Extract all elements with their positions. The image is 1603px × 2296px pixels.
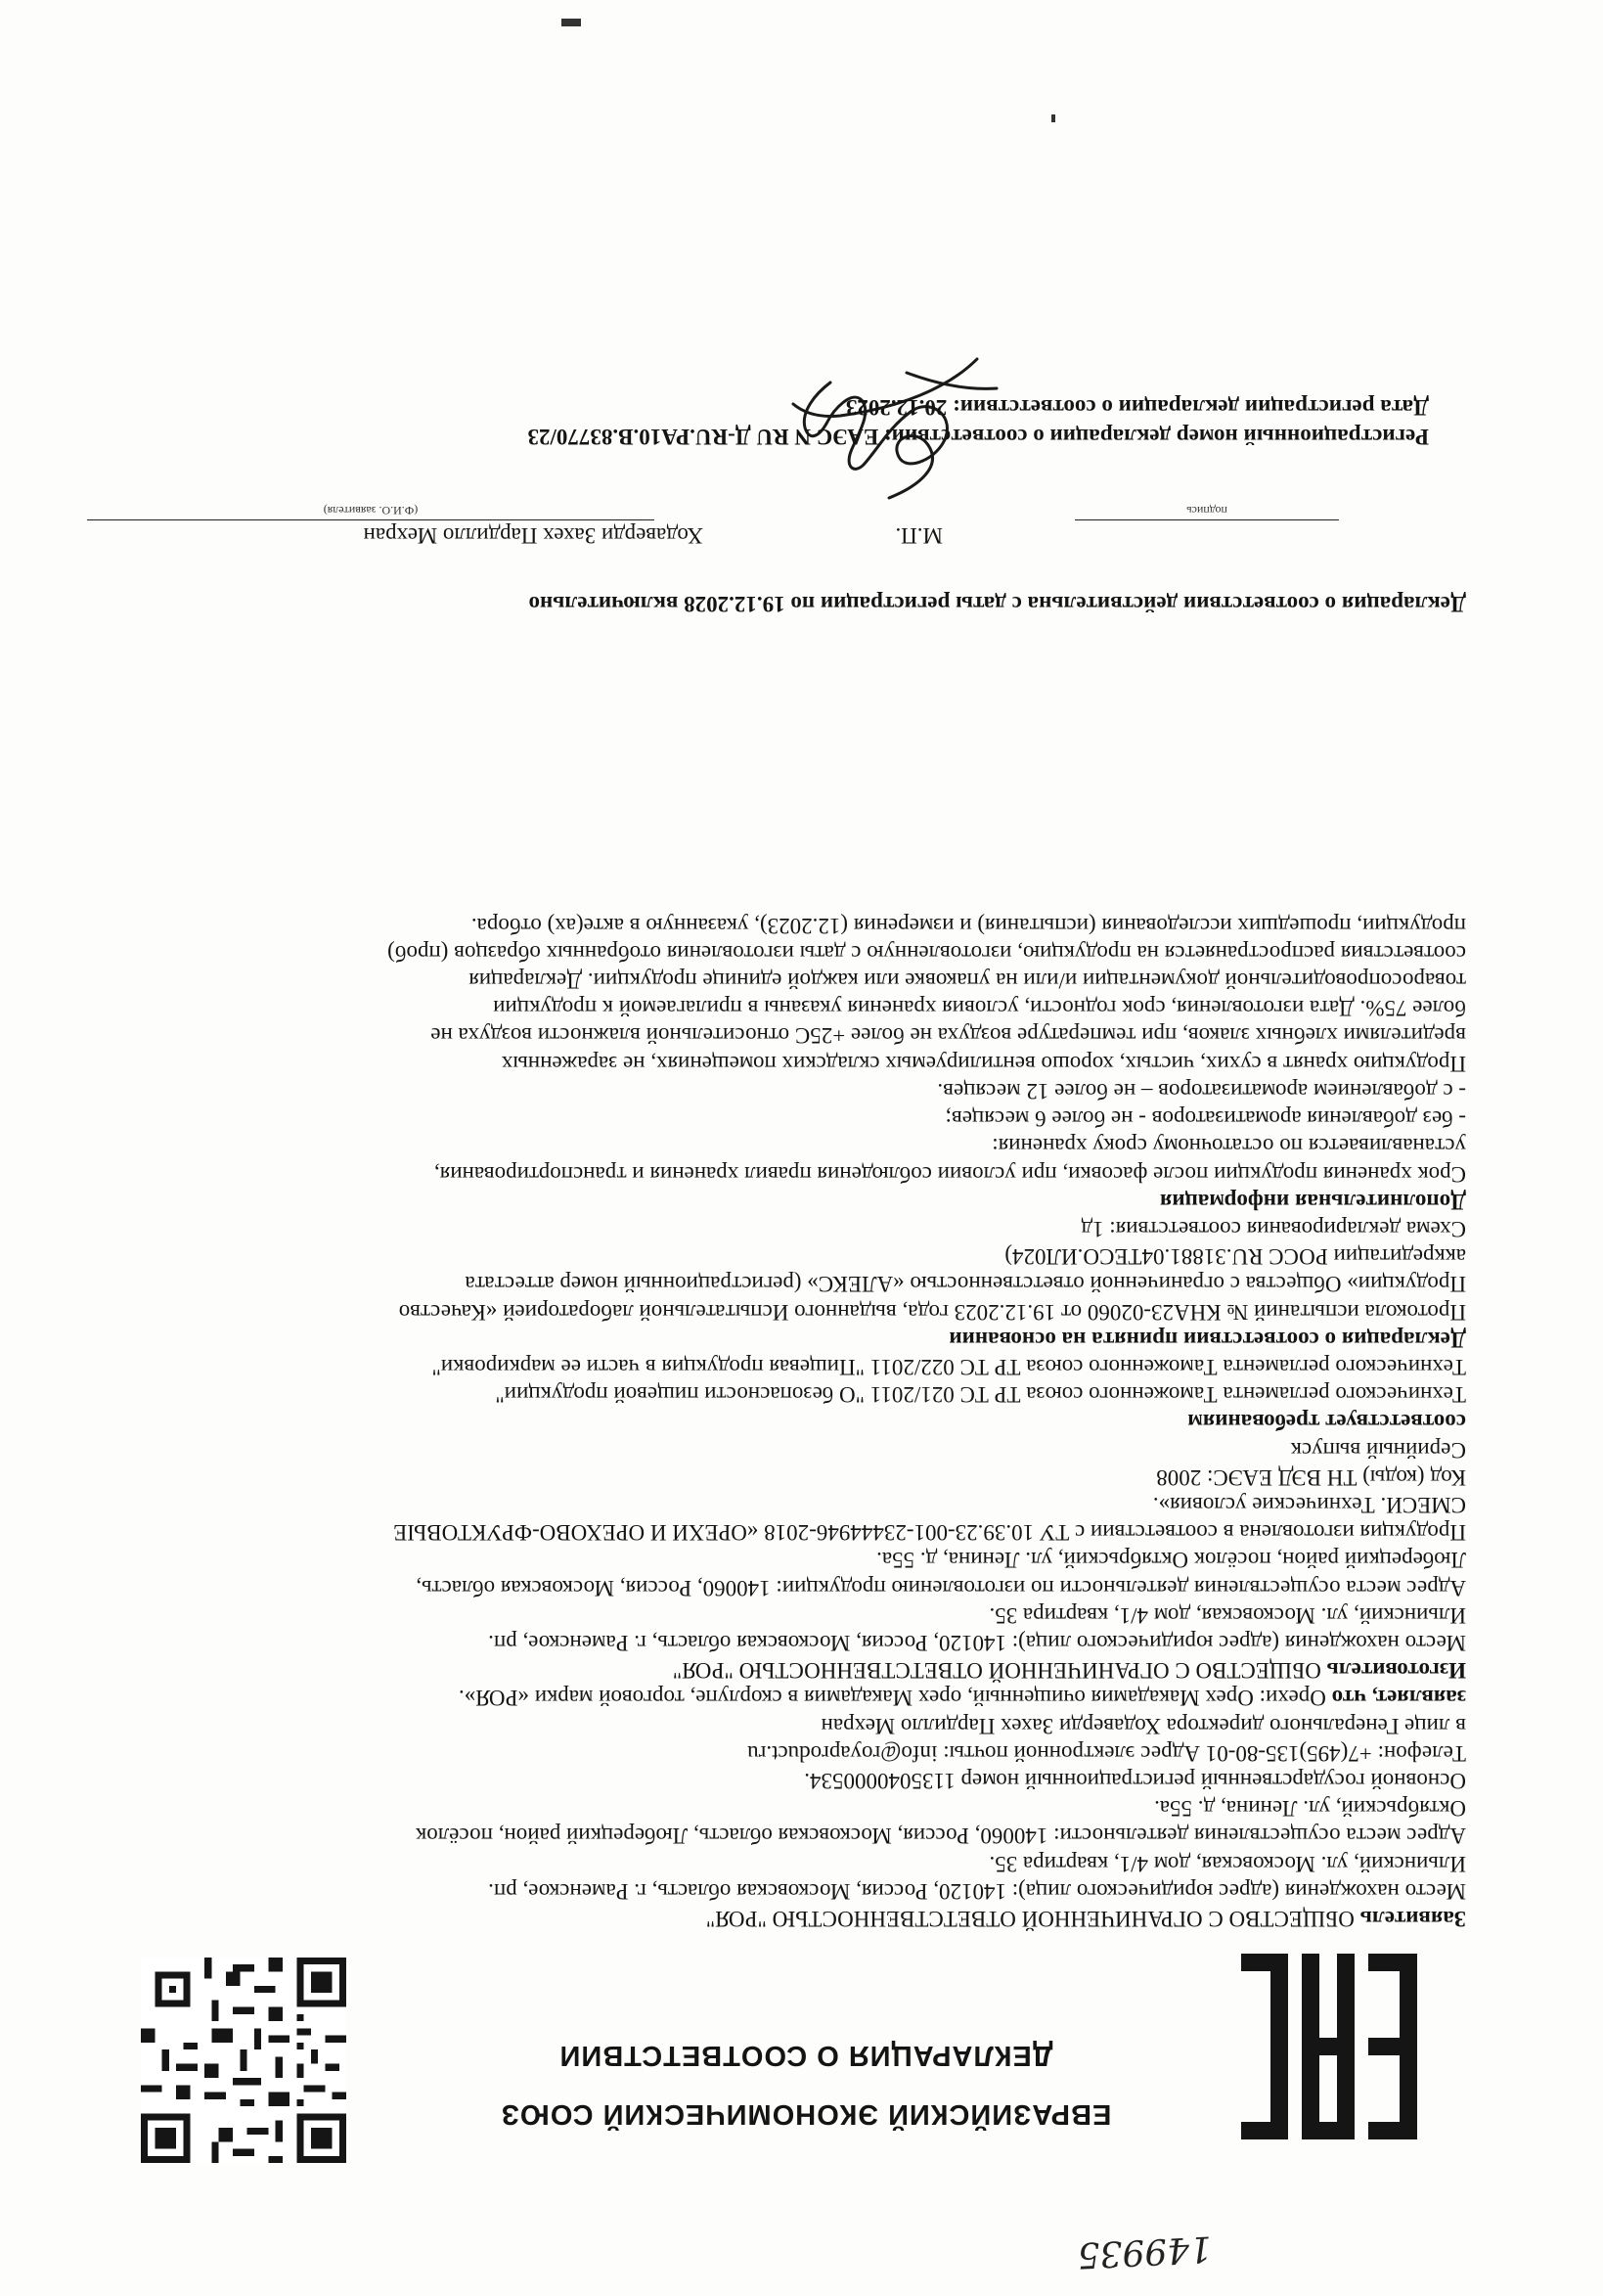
basis-label: Декларация о соответствии принята на основании <box>949 1327 1466 1352</box>
manufacturer-line <box>116 1656 1466 1684</box>
applicant-activity-line-1: Адрес места осуществления деятельности: 140060, Россия, Московская область, Люберецкий район, посёлок <box>416 1823 1466 1849</box>
handwritten-number: 149935 <box>1076 2228 1213 2275</box>
stamp-label: М.П. <box>895 523 943 548</box>
applicant-activity-line-2: Октябрьский, ул. Ленина, д. 55а. <box>1154 1796 1466 1822</box>
extra-info-heading <box>116 1188 1466 1215</box>
hs-code-line: Код (коды) ТН ВЭД ЕАЭС: 2008 <box>1156 1464 1466 1490</box>
keeping-line-1: Продукцию хранят в сухих, чистых, хорошо вентилируемых складских помещениях, не зараженных <box>501 1051 1466 1076</box>
storage-line-3: - без добавления ароматизаторов - не более 6 месяцев; <box>945 1106 1466 1132</box>
contacts-line: Телефон: +7(495)135-80-01 Адрес электронной почты: info@royaproduct.ru <box>747 1740 1466 1766</box>
handwritten-signature-icon <box>781 339 1036 506</box>
manufacturer-activity-line-2: Люберецкий район, посёлок Октябрьский, ул. Ленина, д. 55а. <box>876 1548 1466 1573</box>
signature-line <box>1075 519 1339 520</box>
validity-statement: Декларация о соответствии действительна с даты регистрации по 19.12.2028 включительно <box>528 592 1466 616</box>
technical-regulation-line-1: Технического регламента Таможенного союза ТР ТС 021/2011 "О безопасности пищевой продукции" <box>495 1382 1466 1408</box>
storage-line-4: - с добавлением ароматизаторов – не более 12 месяцев. <box>937 1078 1466 1103</box>
manufacturer-address-line-2: Ильинский, ул. Московская, дом 4/1, квартира 35. <box>989 1602 1466 1628</box>
keeping-line-5: соответствия распространяется на продукцию, изготовленную с даты изготовления отобранных образцов (проб) <box>387 940 1466 966</box>
basis-line-1: Протокола испытаний № КНА23-02060 от 19.12.2023 года, выданного Испытательной лабораторией «Качество <box>398 1299 1466 1325</box>
complies-label: соответствует требованиям <box>1187 1410 1466 1435</box>
manufacturer-address-line-1: Место нахождения (адрес юридического лица): 140120, Россия, Московская область, г. Раменское, рп. <box>488 1630 1466 1655</box>
standard-line-1: Продукция изготовлена в соответствии с ТУ 10.39.23-001-23444946-2018 «ОРЕХИ И ОРЕХОВО-ФРУКТОВЫЕ <box>393 1520 1466 1546</box>
declares-line <box>116 1684 1466 1711</box>
applicant-address-line-2: Ильинский, ул. Московская, дом 4/1, квартира 35. <box>989 1851 1466 1876</box>
basis-line-3: аккредитации РОСС RU.31881.04ТЕСО.ИЛ024) <box>1004 1244 1466 1270</box>
qr-code-icon <box>141 1958 346 2163</box>
declares-label: заявляет, что <box>1331 1686 1466 1711</box>
director-name: Ходаверди Захех Пардилло Мехран <box>363 523 703 548</box>
applicant-line <box>116 1905 1466 1932</box>
keeping-line-2: вредителями хлебных злаков, при температуре воздуха не более +25С относительной влажности воздуха не <box>430 1023 1466 1049</box>
name-caption: (Ф.И.О. заявителя) <box>323 504 419 518</box>
name-line <box>87 519 654 520</box>
complies-line <box>116 1408 1466 1435</box>
ogrn-line: Основной государственный регистрационный номер 1135040000534. <box>804 1768 1466 1793</box>
manufacturer-activity-line-1: Адрес места осуществления деятельности по изготовлению продукции: 140060, Россия, Московская область, <box>416 1575 1466 1600</box>
registration-number: Регистрационный номер декларации о соответствии: ЕАЭС N RU Д-RU.PA10.B.83770/23 <box>527 425 1429 449</box>
manufacturer-name: ОБЩЕСТВО С ОГРАНИЧЕННОЙ ОТВЕТСТВЕННОСТЬЮ "РОЯ" <box>672 1658 1327 1684</box>
signature-caption: подпись <box>1186 504 1227 518</box>
applicant-name: ОБЩЕСТВО С ОГРАНИЧЕННОЙ ОТВЕТСТВЕННОСТЬЮ "РОЯ" <box>705 1907 1360 1931</box>
keeping-line-6: продукции, прошедших исследования (испытания) и измерения (12.2023), указанную в акте(ах) отбора. <box>470 913 1466 938</box>
technical-regulation-line-2: Технического регламента Таможенного союза ТР ТС 022/2011 "Пищевая продукция в части ее маркировки" <box>431 1354 1466 1379</box>
serial-line: Серийный выпуск <box>1290 1437 1466 1463</box>
product-description: Орехи: Орех Макадамия очищенный, орех Макадамия в скорлупе, торговой марки «РОЯ». <box>458 1686 1332 1711</box>
manufacturer-label: Изготовитель <box>1326 1658 1466 1684</box>
basis-heading <box>116 1326 1466 1353</box>
scan-mark <box>1051 114 1055 122</box>
storage-line-1: Срок хранения продукции после фасовки, при условии соблюдения правил хранения и транспортирования, <box>433 1161 1466 1187</box>
scheme-line: Схема декларирования соответствия: 1д <box>1081 1216 1466 1241</box>
applicant-label: Заявитель <box>1359 1907 1466 1931</box>
declaration-body <box>116 911 1466 1932</box>
union-title: ЕВРАЗИЙСКИЙ ЭКОНОМИЧЕСКИЙ СОЮЗ <box>500 2098 1112 2130</box>
keeping-line-3: более 75%. Дата изготовления, срок годности, условия хранения указаны в прилагаемой к продукции <box>493 996 1466 1021</box>
keeping-line-4: товаросопроводительной документации и/или на упаковке или каждой единице продукции. Декларация <box>468 968 1466 994</box>
extra-info-label: Дополнительная информация <box>1159 1189 1466 1214</box>
eac-logo-icon <box>1241 1954 1417 2139</box>
applicant-address-line-1: Место нахождения (адрес юридического лица): 140120, Россия, Московская область, г. Раменское, рп. <box>488 1878 1466 1904</box>
representative-line: в лице Генерального директора Ходаверди Захех Пардилло Мехран <box>821 1713 1466 1738</box>
storage-line-2: устанавливается по остаточному сроку хранения: <box>992 1134 1466 1159</box>
standard-line-2: СМЕСИ. Технические условия». <box>1152 1492 1466 1517</box>
registration-date: Дата регистрации декларации о соответствии: 20.12.2023 <box>845 395 1429 420</box>
declaration-title: ДЕКЛАРАЦИЯ О СООТВЕТСТВИИ <box>558 2040 1053 2071</box>
basis-line-2: Продукции» Общества с ограниченной ответственностью «АЛЕКС» (регистрационный номер аттестата <box>465 1272 1466 1297</box>
scan-mark <box>561 19 581 26</box>
